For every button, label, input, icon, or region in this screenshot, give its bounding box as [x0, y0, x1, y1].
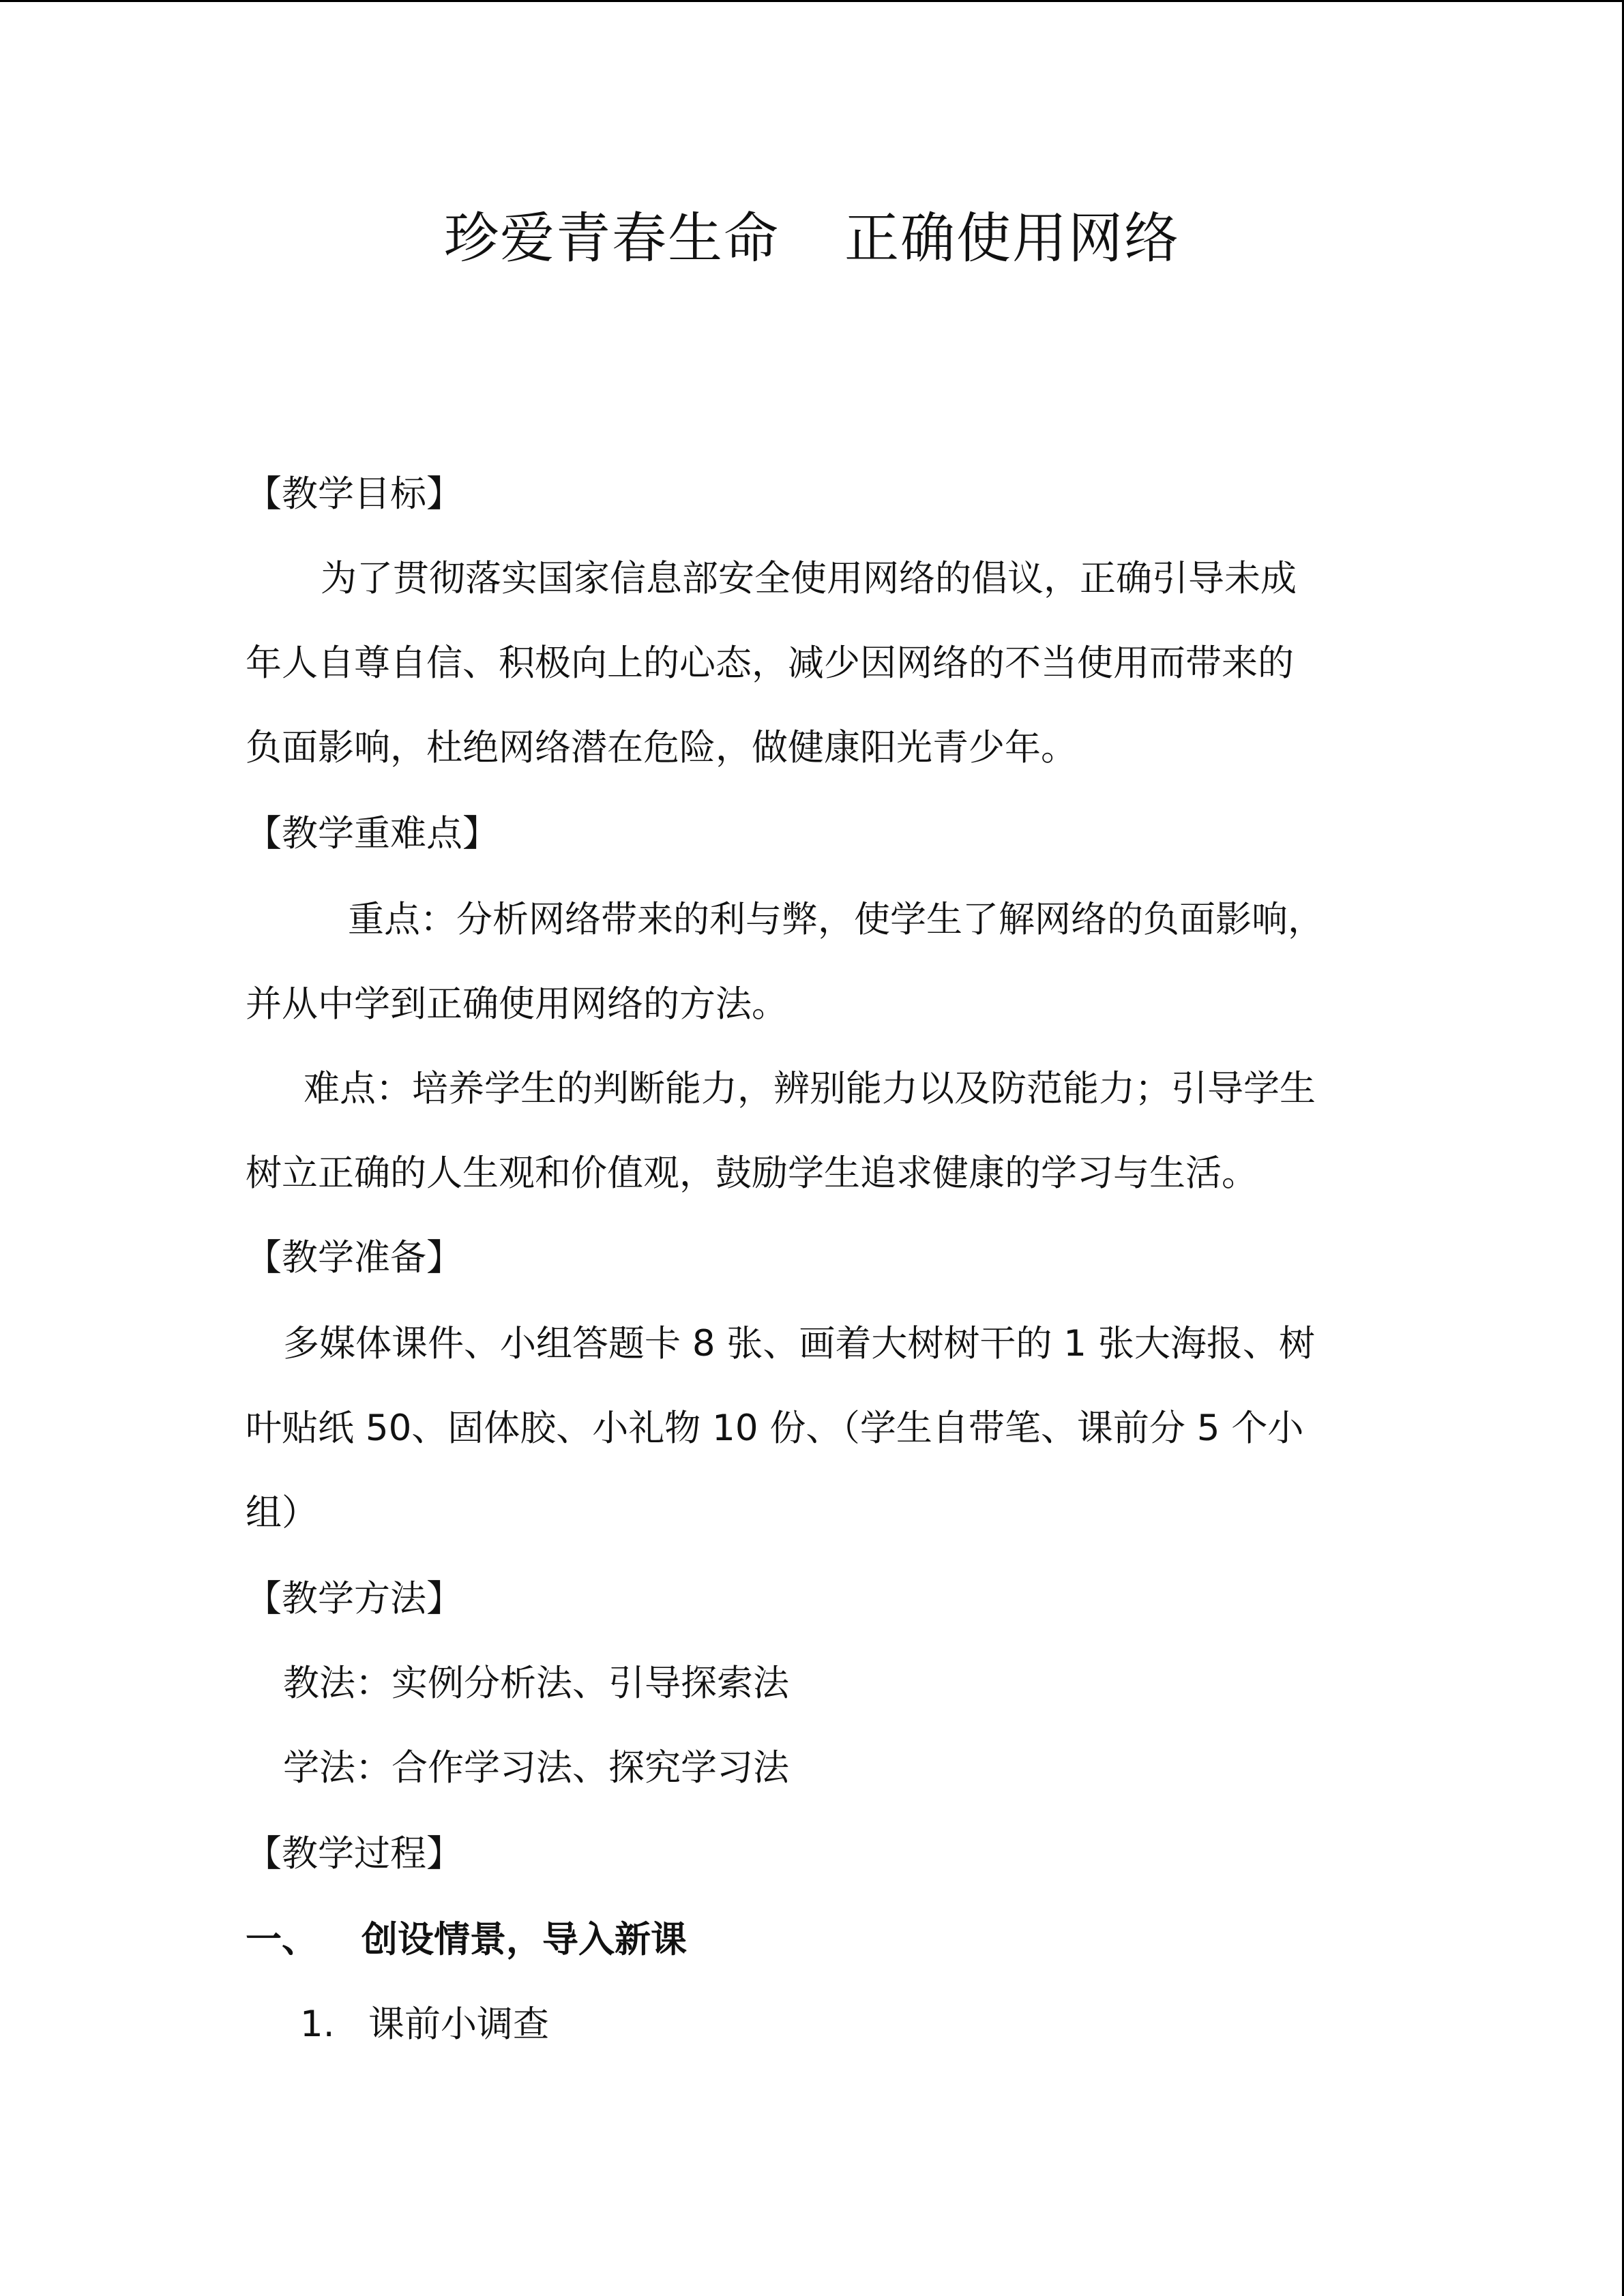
process-substep-1-title: 课前小调查 — [368, 2003, 549, 2045]
difficult-point-line-1: 难点：培养学生的判断能力，辨别能力以及防范能力；引导学生 — [304, 1068, 1316, 1109]
title-part-1: 珍爱青春生命 — [444, 207, 780, 270]
section-heading-process: 【教学过程】 — [246, 1833, 462, 1875]
title-part-2: 正确使用网络 — [844, 207, 1180, 270]
difficult-point-line-2: 树立正确的人生观和价值观，鼓励学生追求健康的学习与生活。 — [246, 1152, 1258, 1194]
process-step-1-title: 创设情景，导入新课 — [361, 1919, 687, 1960]
section-heading-preparation: 【教学准备】 — [246, 1237, 462, 1279]
section-heading-goal: 【教学目标】 — [246, 473, 462, 515]
preparation-line-3: 组） — [246, 1492, 318, 1534]
process-substep-1 — [300, 2001, 549, 2048]
goal-paragraph-line-2: 年人自尊自信、积极向上的心态，减少因网络的不当使用而带来的 — [246, 642, 1294, 684]
goal-paragraph-line-1: 为了贯彻落实国家信息部安全使用网络的倡议，正确引导未成 — [321, 558, 1297, 599]
preparation-line-1: 多媒体课件、小组答题卡 8 张、画着大树树干的 1 张大海报、树 — [283, 1323, 1315, 1365]
key-point-line-1: 重点：分析网络带来的利与弊，使学生了解网络的负面影响， — [348, 899, 1324, 940]
goal-paragraph-line-3: 负面影响，杜绝网络潜在危险，做健康阳光青少年。 — [246, 727, 1077, 769]
process-step-1-number: 一、 — [246, 1919, 318, 1960]
preparation-line-2: 叶贴纸 50、固体胶、小礼物 10 份、（学生自带笔、课前分 5 个小 — [246, 1407, 1304, 1449]
section-heading-key-points: 【教学重难点】 — [246, 813, 499, 854]
learning-method: 学法：合作学习法、探究学习法 — [283, 1747, 789, 1789]
teaching-method: 教法：实例分析法、引导探索法 — [283, 1663, 789, 1704]
process-substep-1-number: 1. — [300, 2003, 335, 2045]
process-step-1 — [246, 1916, 687, 1964]
section-heading-methods: 【教学方法】 — [246, 1578, 462, 1620]
key-point-line-2: 并从中学到正确使用网络的方法。 — [246, 983, 788, 1025]
page-title — [0, 205, 1624, 273]
